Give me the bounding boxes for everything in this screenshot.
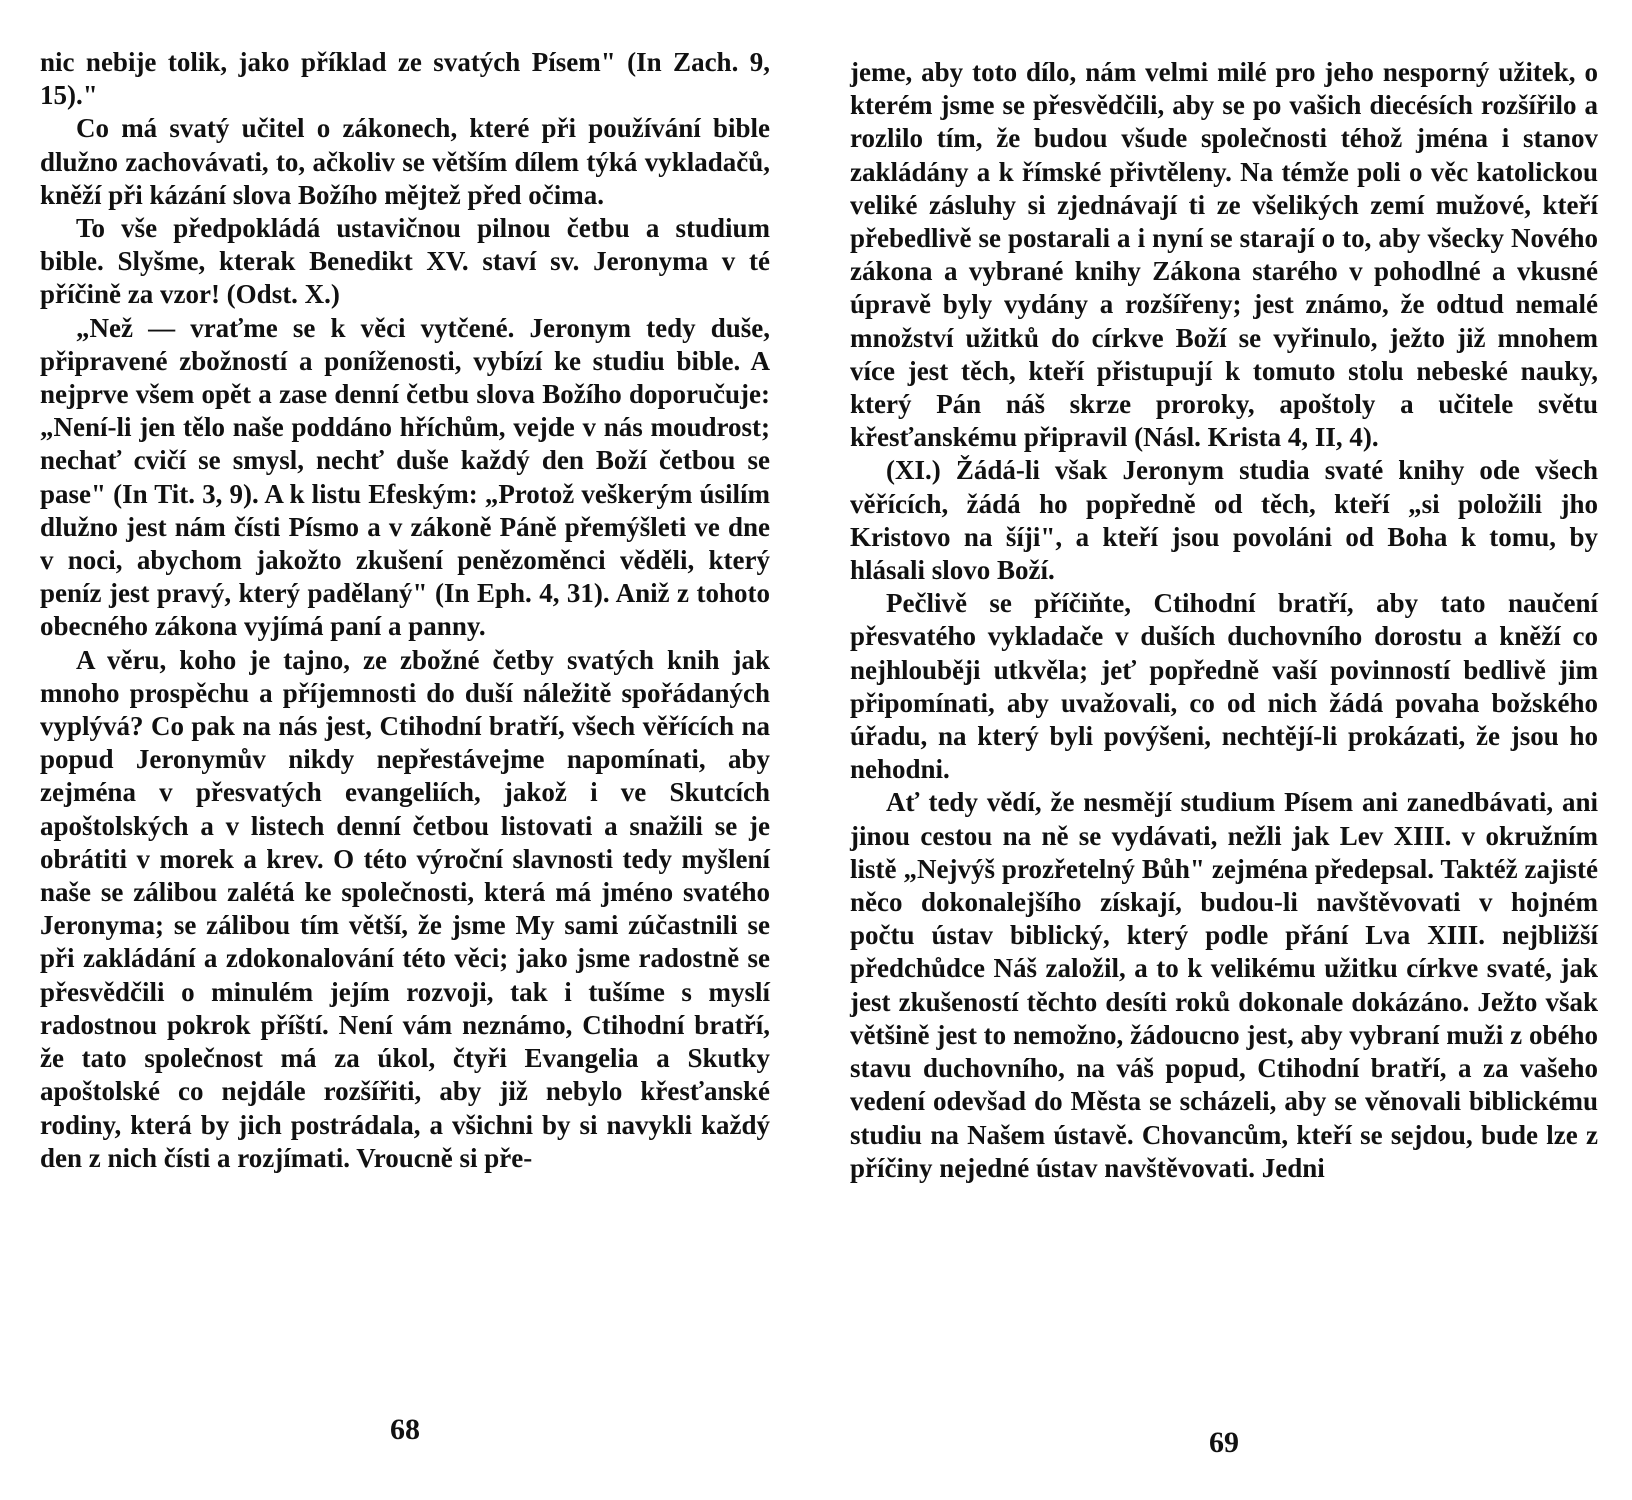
right-paragraph-4: Ať tedy vědí, že nesmějí studium Písem ani zanedbávati, ani jinou cestou na ně se vydávati, nežli jak Lev XIII. v okružním listě „Nejvýš prozřetelný Bůh" zejména předepsal. Taktéž zajisté něco dokonalejšího získají, budou-li navštěvovati v hojném počtu ústav biblický, který podle přání Lva XIII. nejbližší předchůdce Náš založil, a to k velikému užitku církve svaté, jak jest zkušeností těchto desíti roků dokonale dokázáno. Ježto však většině jest to nemožno, žádoucno jest, aby vybraní muži z obého stavu duchovního, na váš popud, Ctihodní bratří, a za vašeho vedení odevšad do Města se scházeli, aby se věnovali biblickému studiu na Našem ústavě. Chovancům, kteří se sejdou, bude lze z příčiny nejedné ústav navštěvovati. Jedni [850,787,1598,1183]
left-paragraph-4: „Než — vraťme se k věci vytčené. Jeronym tedy duše, připravené zbožností a poníženosti, vybízí ke studiu bible. A nejprve všem opět a zase denní četbu slova Božího doporučuje: „Není-li jen tělo naše poddáno hříchům, vejde v nás moudrost; nechať cvičí se smysl, nechť duše každý den Boží četbou se pase" (In Tit. 3, 9). A k listu Efeským: „Protož veškerým úsilím dlužno jest nám čísti Písmo a v zákoně Páně přemýšleti ve dne v noci, abychom jakožto zkušení penězoměnci věděli, který peníz jest pravý, který padělaný" (In Eph. 4, 31). Aniž z tohoto obecného zákona vyjímá paní a panny. [40,312,770,642]
left-paragraph-3: To vše předpokládá ustavičnou pilnou četbu a studium bible. Slyšme, kterak Benedikt XV. staví sv. Jeronyma v té příčině za vzor! (Odst. X.) [40,213,770,310]
left-page-text [40,46,770,1175]
right-paragraph-1: jeme, aby toto dílo, nám velmi milé pro jeho nesporný užitek, o kterém jsme se přesvědčili, aby se po vašich diecésích rozšířilo a rozlilo tím, že budou všude společnosti téhož jména i stanov zakládány a k římské přivtěleny. Na témže poli o věc katolickou veliké zásluhy si zjednávají ti ze všelikých zemí mužové, kteří přebedlivě se postarali a i nyní se starají o to, aby všecky Nového zákona a vybrané knihy Zákona starého v pohodlné a vkusné úpravě byly vydány a rozšířeny; jest známo, že odtud nemalé množství užitků do církve Boží se vyřinulo, ježto již mnohem více jest těch, kteří přistupují k tomuto stolu nebeské nauky, který Pán náš skrze proroky, apoštoly a učitele světu křesťanskému připravil (Násl. Krista 4, II, 4). [850,57,1598,453]
right-paragraph-3: Pečlivě se příčiňte, Ctihodní bratří, aby tato naučení přesvatého vykladače v duších duchovního dorostu a kněží co nejhlouběji utkvěla; jeť popředně vaší povinností bedlivě jim připomínati, aby uvažovali, co od nich žádá povaha božského úřadu, na který byli povýšeni, nechtějí-li prokázati, že jsou ho nehodni. [850,588,1598,785]
right-page [850,0,1598,1500]
page-number-left: 68 [390,1413,420,1446]
left-paragraph-5: A věru, koho je tajno, ze zbožné četby svatých knih jak mnoho prospěchu a příjemnosti do duší náležitě spořádaných vyplývá? Co pak na nás jest, Ctihodní bratří, všech věřících na popud Jeronymův nikdy nepřestávejme napomínati, aby zejména v přesvatých evangeliích, jakož i ve Skutcích apoštolských a v listech denní četbou listovati a snažili se je obrátiti v morek a krev. O této výroční slavnosti tedy myšlení naše se zálibou zalétá ke společnosti, která má jméno svatého Jeronyma; se zálibou tím větší, že jsme My sami zúčastnili se při zakládání a zdokonalování této věci; jako jsme radostně se přesvědčili o minulém jejím rozvoji, tak i tušíme s myslí radostnou pokrok příští. Není vám neznámo, Ctihodní bratří, že tato společnost má za úkol, čtyři Evangelia a Skutky apoštolské co nejdále rozšířiti, aby již nebylo křesťanské rodiny, která by jich postrádala, a všichni by si navykli každý den z nich čísti a rozjímati. Vroucně si pře- [40,644,770,1173]
left-page [40,0,770,1500]
page-number-right: 69 [1209,1426,1239,1459]
right-paragraph-2: (XI.) Žádá-li však Jeronym studia svaté knihy ode všech věřících, žádá ho popředně od těch, kteří „si položili jho Kristovo na šíji", a kteří jsou povoláni od Boha k tomu, by hlásali slovo Boží. [850,455,1598,586]
right-page-text [850,56,1598,1185]
left-paragraph-1: nic nebije tolik, jako příklad ze svatých Písem" (In Zach. 9, 15)." [40,47,770,111]
left-paragraph-2: Co má svatý učitel o zákonech, které při používání bible dlužno zachovávati, to, ačkoliv se větším dílem týká vykladačů, kněží při kázání slova Božího mějtež před očima. [40,113,770,210]
